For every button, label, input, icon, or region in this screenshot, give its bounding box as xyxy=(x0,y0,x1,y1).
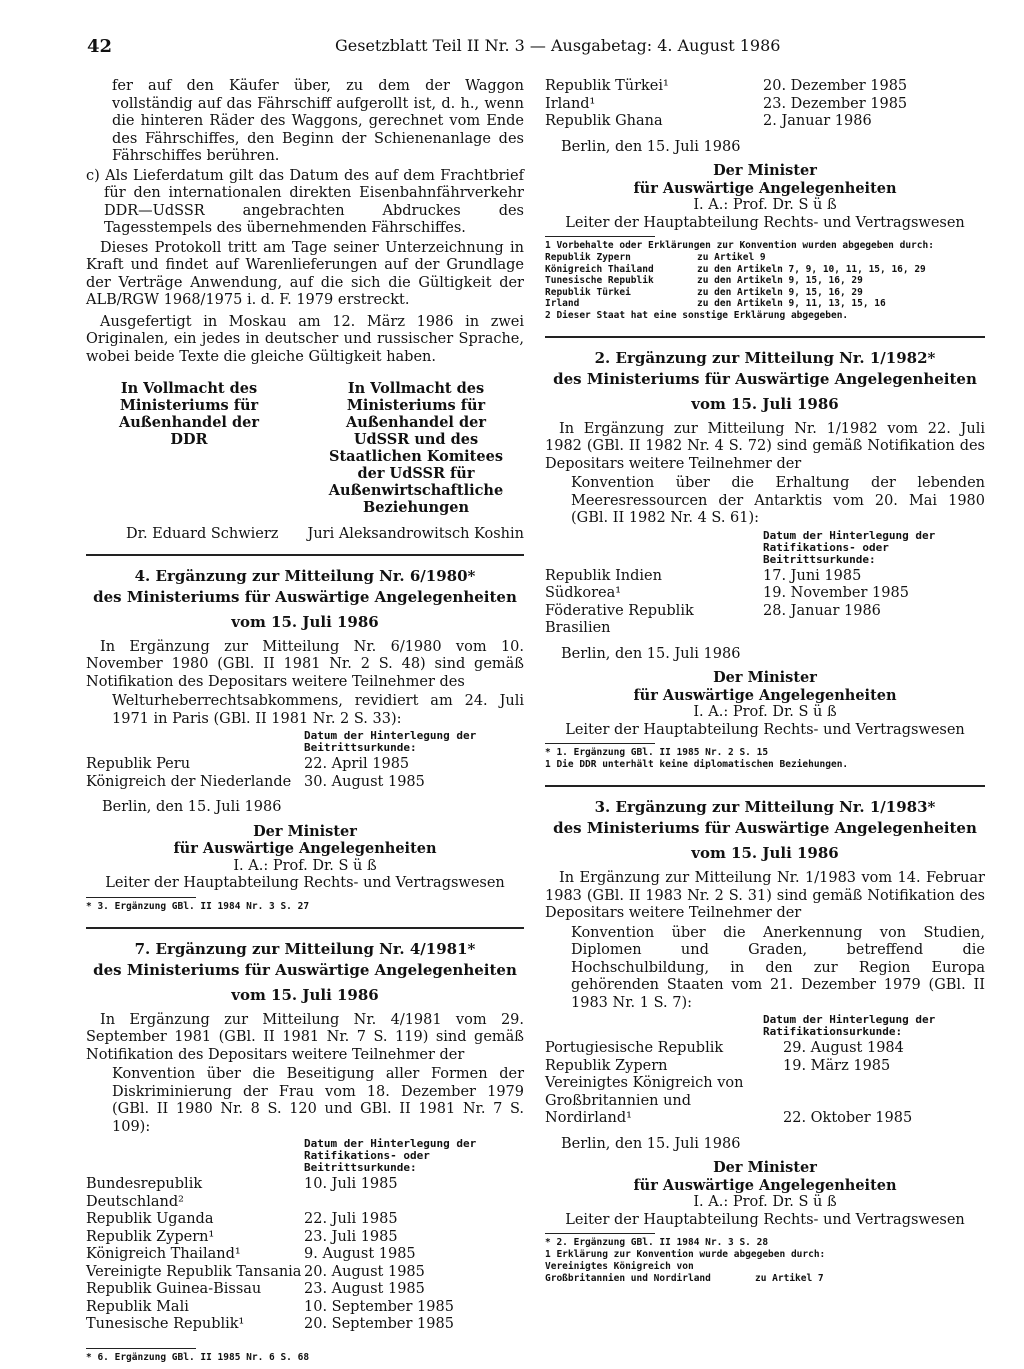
table-row: Republik Ghana 2. Januar 1986 xyxy=(545,113,872,129)
signatory-function: Leiter der Hauptabteilung Rechts- und Vertragswesen xyxy=(565,1211,965,1228)
footnote: * 1. Ergänzung GBl. II 1985 Nr. 2 S. 15 xyxy=(545,747,769,758)
states-table xyxy=(545,568,985,638)
table-row: Königreich Thailand zu den Artikeln 7, 9, 10, 11, 15, 16, 29 xyxy=(545,263,926,275)
section-intro: In Ergänzung zur Mitteilung Nr. 6/1980 vom 10. November 1980 (GBl. II 1981 Nr. 2 S. 48) sind gemäß Notifikation des Depositars weitere Teilnehmer des xyxy=(86,638,524,690)
states-table xyxy=(545,1040,985,1128)
section-title-1: 3. Ergänzung zur Mitteilung Nr. 1/1983* xyxy=(594,798,936,816)
convention-name: Welturheberrechtsabkommens, revidiert am 24. Juli 1971 in Paris (GBl. II 1981 Nr. 2 S. 33): xyxy=(112,693,524,727)
table-row: Republik Mali 10. September 1985 xyxy=(86,1298,454,1315)
section-title-2: des Ministeriums für Auswärtige Angelegenheiten xyxy=(93,960,517,979)
section-intro: In Ergänzung zur Mitteilung Nr. 4/1981 vom 29. September 1981 (GBl. II 1981 Nr. 7 S. 119) sind gemäß Notifikation des Depositars weitere Teilnehmer der xyxy=(86,1011,524,1063)
states-table-continued xyxy=(545,78,985,131)
table-row: Republik Zypern¹ 23. Juli 1985 xyxy=(86,1228,398,1245)
table-row: Republik Peru 22. April 1985 xyxy=(86,756,410,772)
place-date: Berlin, den 15. Juli 1986 xyxy=(561,1135,741,1152)
states-table xyxy=(86,756,524,791)
section-date: vom 15. Juli 1986 xyxy=(231,985,379,1004)
page-number: 42 xyxy=(87,36,113,57)
section-title-2: des Ministeriums für Auswärtige Angelegenheiten xyxy=(93,587,517,606)
table-row: Vereinigte Republik Tansania 20. August 1985 xyxy=(86,1263,425,1280)
table-row: Bundesrepublik Deutschland² 10. Juli 1985 xyxy=(86,1176,398,1210)
signatory-ia: I. A.: Prof. Dr. S ü ß xyxy=(233,857,377,874)
table-row: Vereinigtes Königreich von Großbritannien und Nordirland zu Artikel 7 xyxy=(545,1261,824,1284)
signatory-function: Leiter der Hauptabteilung Rechts- und Vertragswesen xyxy=(565,214,965,231)
table-row: Südkorea¹ 19. November 1985 xyxy=(545,585,909,601)
section-date: vom 15. Juli 1986 xyxy=(691,394,839,413)
signatory-ia: I. A.: Prof. Dr. S ü ß xyxy=(693,704,837,720)
signature-block xyxy=(86,380,524,516)
intro-item-c: c) Als Lieferdatum gilt das Datum des auf dem Frachtbrief für den internationalen direkten Eisenbahnfährverkehr DDR—UdSSR angebrachten Abdruckes des Tagesstempels des übernehmenden Fährschiffes. xyxy=(86,167,524,236)
ministry-name: für Auswärtige Angelegenheiten xyxy=(173,840,437,857)
section-divider xyxy=(86,554,524,556)
section-supplement-4-1981 xyxy=(86,939,524,1364)
signatory-right: Juri Aleksandrowitsch Koshin xyxy=(307,526,524,542)
footnote: 1 Die DDR unterhält keine diplomatischen Beziehungen. xyxy=(545,759,849,770)
footnote: * 2. Ergänzung GBl. II 1984 Nr. 3 S. 28 xyxy=(545,1237,769,1248)
signature-right: In Vollmacht des Ministeriums für Außenhandel der UdSSR und des Staatlichen Komitees der UdSSR für Außenwirtschaftliche Beziehungen xyxy=(328,380,504,516)
deposit-date-header: Datum der Hinterlegung der Beitrittsurkunde: xyxy=(304,729,477,754)
convention-name: Konvention über die Erhaltung der lebenden Meeresressourcen der Antarktis vom 20. Mai 1980 (GBl. II 1982 Nr. 4 S. 61): xyxy=(571,475,985,526)
left-column xyxy=(86,78,524,1364)
table-row: Republik Zypern 19. März 1985 xyxy=(545,1057,891,1074)
signatory-function: Leiter der Hauptabteilung Rechts- und Vertragswesen xyxy=(565,721,965,738)
footnote: 1 Erklärung zur Konvention wurde abgegeben durch: xyxy=(545,1249,826,1260)
section-supplement-1-1983 xyxy=(545,797,985,1284)
footnote: * 3. Ergänzung GBl. II 1984 Nr. 3 S. 27 xyxy=(86,900,310,912)
section-divider xyxy=(545,336,985,338)
reservations-intro: 1 Vorbehalte oder Erklärungen zur Konvention wurden abgegeben durch: xyxy=(545,240,934,251)
table-row: Portugiesische Republik 29. August 1984 xyxy=(545,1040,904,1056)
signatory-left: Dr. Eduard Schwierz xyxy=(126,526,279,542)
table-row: Königreich der Niederlande 30. August 1985 xyxy=(86,773,425,790)
section-title-1: 2. Ergänzung zur Mitteilung Nr. 1/1982* xyxy=(594,348,936,367)
deposit-date-header: Datum der Hinterlegung der Ratifikationsurkunde: xyxy=(763,1013,936,1038)
footnote-2: 2 Dieser Staat hat eine sonstige Erklärung abgegeben. xyxy=(545,309,849,321)
footnote-rule xyxy=(545,743,655,744)
convention-name: Konvention über die Beseitigung aller Formen der Diskriminierung der Frau vom 18. Dezember 1979 (GBl. II 1980 Nr. 8 S. 120 und GBl. II 1981 Nr. 7 S. 109): xyxy=(112,1066,524,1135)
signatory-ia: I. A.: Prof. Dr. S ü ß xyxy=(693,197,837,213)
reservations-table xyxy=(545,252,985,310)
page-header xyxy=(87,36,781,57)
table-row: Irland¹ 23. Dezember 1985 xyxy=(545,95,908,112)
declarations-table xyxy=(545,1261,985,1284)
place-date: Berlin, den 15. Juli 1986 xyxy=(561,645,741,662)
table-row: Republik Türkei zu den Artikeln 9, 15, 16, 29 xyxy=(545,286,863,298)
section-date: vom 15. Juli 1986 xyxy=(231,612,379,631)
table-row: Tunesische Republik¹ 20. September 1985 xyxy=(86,1316,454,1332)
footnote-rule xyxy=(86,897,196,898)
section-title-1: 7. Ergänzung zur Mitteilung Nr. 4/1981* xyxy=(134,939,476,958)
signatory-ia: I. A.: Prof. Dr. S ü ß xyxy=(693,1194,837,1210)
signatory-function: Leiter der Hauptabteilung Rechts- und Vertragswesen xyxy=(105,875,505,891)
table-row: Republik Guinea-Bissau 23. August 1985 xyxy=(86,1281,425,1297)
footnote: * 6. Ergänzung GBl. II 1985 Nr. 6 S. 68 xyxy=(86,1351,310,1363)
signature-left: In Vollmacht des Ministeriums für Außenhandel der DDR xyxy=(119,380,259,448)
table-row: Republik Uganda 22. Juli 1985 xyxy=(86,1211,398,1227)
ministry-name: für Auswärtige Angelegenheiten xyxy=(633,686,897,704)
section-divider xyxy=(545,785,985,787)
section-supplement-6-1980 xyxy=(86,566,524,913)
place-date: Berlin, den 15. Juli 1986 xyxy=(102,799,282,815)
minister-title: Der Minister xyxy=(713,1159,817,1176)
gazette-title: Gesetzblatt Teil II Nr. 3 — Ausgabetag: 4. August 1986 xyxy=(335,36,781,55)
signatory-names xyxy=(86,526,524,544)
footnote-rule xyxy=(86,1348,196,1349)
section-title-2: des Ministeriums für Auswärtige Angelegenheiten xyxy=(553,819,977,837)
table-row: Vereinigtes Königreich von Großbritannien und Nordirland¹ 22. Oktober 1985 xyxy=(545,1075,913,1126)
minister-title: Der Minister xyxy=(253,822,357,840)
deposit-date-header: Datum der Hinterlegung der Ratifikations- oder Beitrittsurkunde: xyxy=(304,1137,477,1174)
section-divider xyxy=(86,927,524,929)
place-date: Berlin, den 15. Juli 1986 xyxy=(561,138,741,155)
right-column xyxy=(545,78,985,1284)
section-intro: In Ergänzung zur Mitteilung Nr. 1/1982 vom 22. Juli 1982 (GBl. II 1982 Nr. 4 S. 72) sind gemäß Notifikation des Depositars weitere Teilnehmer der xyxy=(545,420,985,472)
intro-paragraph-1: fer auf den Käufer über, zu dem der Waggon vollständig auf das Fährschiff aufgerollt ist, d. h., wenn die hinteren Räder des Waggons, gerechnet vom Ende des Fährschiffes, den Beginn der Schienenanlage des Fährschiffes berühren. xyxy=(112,78,524,164)
table-row: Föderative Republik Brasilien 28. Januar 1986 xyxy=(545,602,881,636)
ministry-name: für Auswärtige Angelegenheiten xyxy=(633,179,897,197)
table-row: Tunesische Republik zu den Artikeln 9, 15, 16, 29 xyxy=(545,275,863,286)
table-row: Irland zu den Artikeln 9, 11, 13, 15, 16 xyxy=(545,298,886,309)
footnote-rule xyxy=(545,1233,655,1234)
footnote-rule xyxy=(545,236,655,237)
states-table xyxy=(86,1176,524,1334)
table-row: Republik Türkei¹ 20. Dezember 1985 xyxy=(545,78,908,94)
deposit-date-header: Datum der Hinterlegung der Ratifikations- oder Beitrittsurkunde: xyxy=(763,528,936,566)
ministry-name: für Auswärtige Angelegenheiten xyxy=(633,1176,897,1194)
section-intro: In Ergänzung zur Mitteilung Nr. 1/1983 vom 14. Februar 1983 (GBl. II 1983 Nr. 2 S. 31) sind gemäß Notifikation des Depositars weitere Teilnehmer der xyxy=(545,870,985,921)
intro-paragraph-2: Dieses Protokoll tritt am Tage seiner Unterzeichnung in Kraft und findet auf Warenlieferungen auf der Grundlage der Verträge Anwendung, auf die sich die Gültigkeit der ALB/RGW 1968/1975 i. d. F. 1979 erstreckt. xyxy=(86,239,524,308)
section-title-1: 4. Ergänzung zur Mitteilung Nr. 6/1980* xyxy=(134,566,476,585)
minister-title: Der Minister xyxy=(713,162,817,179)
section-supplement-1-1982 xyxy=(545,348,985,772)
table-row: Königreich Thailand¹ 9. August 1985 xyxy=(86,1246,416,1262)
minister-title: Der Minister xyxy=(713,669,817,686)
table-row: Republik Zypern zu Artikel 9 xyxy=(545,252,766,263)
section-title-2: des Ministeriums für Auswärtige Angelegenheiten xyxy=(553,369,977,388)
intro-paragraph-3: Ausgefertigt in Moskau am 12. März 1986 in zwei Originalen, ein jedes in deutscher und russischer Sprache, wobei beide Texte die gleiche Gültigkeit haben. xyxy=(86,313,524,365)
table-row: Republik Indien 17. Juni 1985 xyxy=(545,567,862,584)
section-date: vom 15. Juli 1986 xyxy=(691,844,839,862)
convention-name: Konvention über die Anerkennung von Studien, Diplomen und Graden, betreffend die Hochschulbildung, in den zur Region Europa gehörenden Staaten vom 21. Dezember 1979 (GBl. II 1983 Nr. 1 S. 7): xyxy=(571,924,985,1011)
